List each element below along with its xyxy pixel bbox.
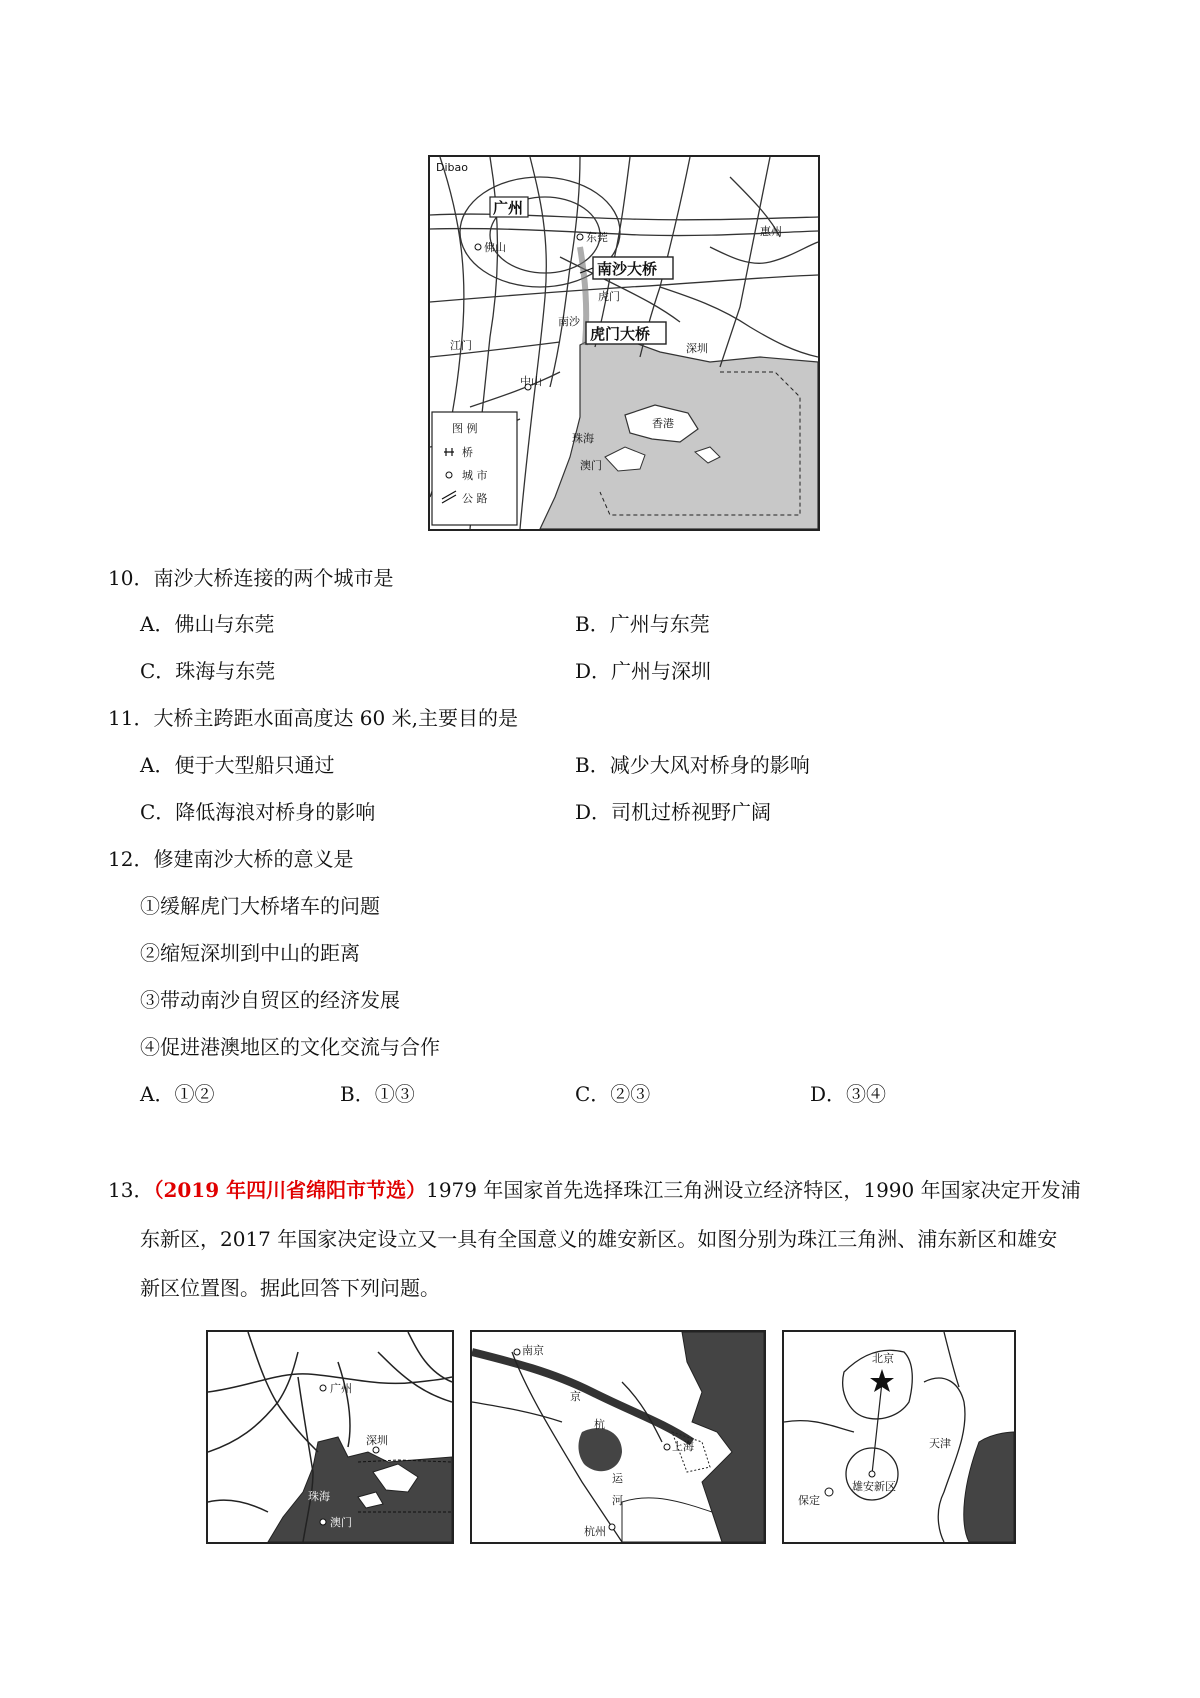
map4-label-xiongan: 雄安新区 (852, 1480, 896, 1493)
map3-label-shanghai: 上海 (672, 1440, 694, 1453)
q12-statement-4: ④促进港澳地区的文化交流与合作 (140, 1035, 440, 1059)
yangtze-river (472, 1352, 692, 1442)
city-label-shenzhen: 深圳 (686, 342, 708, 355)
q12-statement-1: ①缓解虎门大桥堵车的问题 (140, 894, 380, 918)
pearl-river-delta-bridge-map (428, 155, 820, 531)
map1-svg (430, 157, 818, 529)
q12-statement-2: ②缩短深圳到中山的距离 (140, 941, 360, 965)
q13-source: （2019 年四川省绵阳市节选） (153, 1178, 427, 1202)
legend-city: 城 市 (462, 469, 488, 482)
q12-option-a[interactable]: A．①② (140, 1082, 215, 1106)
q13-line1 (108, 1176, 1081, 1204)
q10-option-d[interactable]: D．广州与深圳 (575, 659, 712, 683)
xiongan-new-area-map (782, 1330, 1016, 1544)
q10-option-c[interactable]: C．珠海与东莞 (140, 659, 276, 683)
q12-statement-3: ③带动南沙自贸区的经济发展 (140, 988, 400, 1012)
map3-svg (472, 1332, 764, 1542)
map4-label-tianjin: 天津 (929, 1437, 951, 1450)
city-legend-icon (446, 472, 452, 478)
map2-label-zhuhai: 珠海 (308, 1490, 330, 1503)
map2-label-shenzhen: 深圳 (366, 1434, 388, 1447)
legend-bridge: 桥 (462, 446, 473, 459)
q11-option-b[interactable]: B．减少大风对桥身的影响 (575, 753, 810, 777)
map3-label-nanjing: 南京 (522, 1344, 544, 1357)
legend-title: 图 例 (452, 422, 478, 435)
pearl-river-delta-map (206, 1330, 454, 1544)
city-label-dongguan: 东莞 (586, 231, 608, 244)
map2-label-guangzhou: 广州 (330, 1382, 352, 1395)
q13-number: 13． (108, 1178, 154, 1202)
city-label-foshan: 佛山 (484, 241, 506, 254)
q12-option-d[interactable]: D．③④ (810, 1082, 887, 1106)
city-label-zhongshan: 中山 (520, 375, 542, 388)
city-label-jiangmen: 江门 (450, 339, 472, 352)
map2-svg (208, 1332, 452, 1542)
map3-label-yun: 运 (612, 1472, 623, 1485)
bridge-label-humen: 虎门大桥 (590, 325, 651, 343)
map4-label-beijing: 北京 (872, 1352, 894, 1365)
map-watermark: Dibao (436, 161, 468, 174)
q11-option-a[interactable]: A．便于大型船只通过 (140, 753, 335, 777)
q10-stem: 10．南沙大桥连接的两个城市是 (108, 566, 394, 590)
q11-stem: 11．大桥主跨距水面高度达 60 米,主要目的是 (108, 706, 518, 730)
q11-option-c[interactable]: C．降低海浪对桥身的影响 (140, 800, 376, 824)
q13-line3: 新区位置图。据此回答下列问题。 (140, 1276, 440, 1300)
taihu-lake (578, 1428, 622, 1471)
city-label-humen: 虎门 (598, 290, 620, 303)
hangzhou-bay (622, 1498, 722, 1542)
map4-svg (784, 1332, 1014, 1542)
beijing-star-icon (870, 1369, 894, 1392)
map4-label-baoding: 保定 (798, 1494, 820, 1507)
city-label-zhuhai: 珠海 (572, 432, 594, 445)
city-label-guangzhou: 广州 (493, 199, 524, 217)
sea-area (268, 1437, 452, 1542)
q11-option-d[interactable]: D．司机过桥视野广阔 (575, 800, 772, 824)
q12-option-c[interactable]: C．②③ (575, 1082, 651, 1106)
city-label-nansha: 南沙 (558, 315, 580, 328)
map3-label-jing: 京 (570, 1390, 581, 1403)
city-dot-dongguan (577, 234, 583, 240)
bridge-label-nansha: 南沙大桥 (597, 260, 658, 278)
q10-option-a[interactable]: A．佛山与东莞 (140, 612, 275, 636)
bohai-sea (964, 1432, 1014, 1542)
q10-option-b[interactable]: B．广州与东莞 (575, 612, 710, 636)
pudong-new-area-map (470, 1330, 766, 1544)
map3-label-hangzhou: 杭州 (584, 1525, 606, 1538)
map3-label-hang: 杭 (594, 1418, 605, 1431)
map3-label-he: 河 (612, 1494, 623, 1507)
q13-line1-text: 1979 年国家首先选择珠江三角洲设立经济特区，1990 年国家决定开发浦 (426, 1178, 1081, 1202)
beijing-xiongan-line (872, 1382, 882, 1474)
legend-road: 公 路 (462, 492, 488, 505)
city-dot-foshan (475, 244, 481, 250)
q12-stem: 12．修建南沙大桥的意义是 (108, 847, 354, 871)
city-label-huizhou: 惠州 (760, 225, 782, 238)
city-label-hongkong: 香港 (652, 417, 674, 430)
pearl-river (580, 247, 586, 345)
map2-label-macau: 澳门 (330, 1516, 352, 1529)
q13-line2: 东新区，2017 年国家决定设立又一具有全国意义的雄安新区。如图分别为珠江三角洲、浦东新区和雄安 (140, 1227, 1058, 1251)
q12-option-b[interactable]: B．①③ (340, 1082, 415, 1106)
city-label-macau: 澳门 (580, 459, 602, 472)
